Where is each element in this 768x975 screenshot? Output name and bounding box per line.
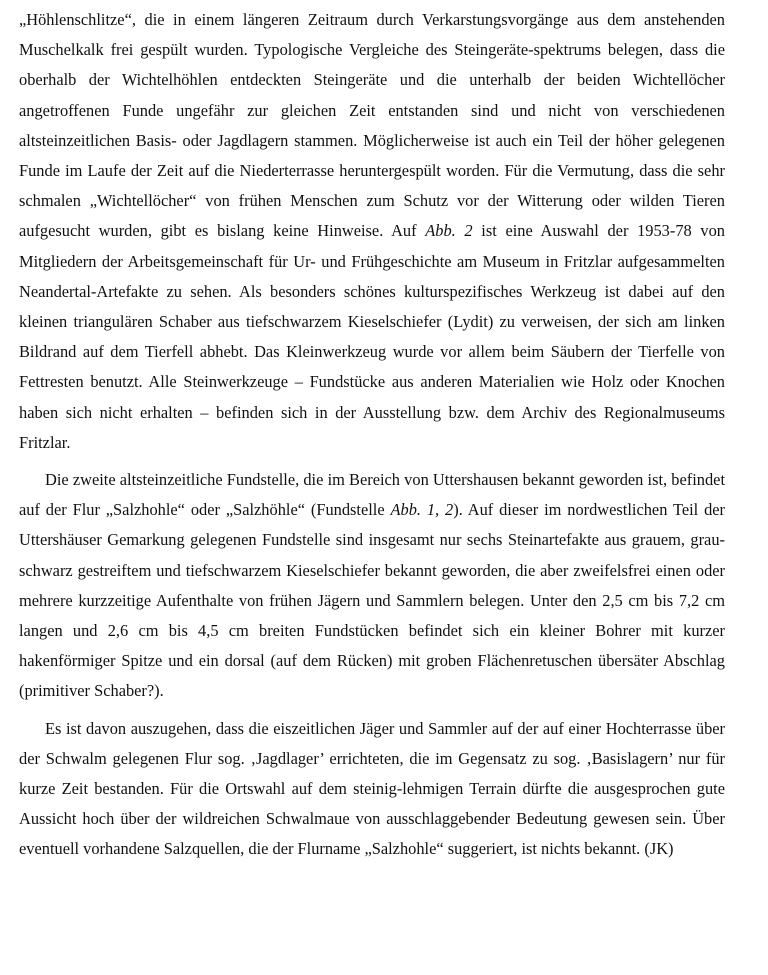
paragraph-text: ). Auf dieser im nordwestlichen Teil der Uttershäuser Gemarkung gelegenen Fundstelle sind insgesamt nur sechs Steinartefakte aus grauem, grau-schwarz gestreiftem und tiefschwarzem Kieselschiefer bekannt geworden, die aber zweifelsfrei einen oder mehrere kurzzeitige Aufenthalte von frühen Jägern und Sammlern belegen. Unter den 2,5 cm bis 7,2 cm langen und 2,6 cm bis 4,5 cm breiten Fundstücken befindet sich ein kleiner Bohrer mit kurzer hakenförmiger Spitze und ein dorsal (auf dem Rücken) mit groben Flächenretuschen übersäter Abschlag (primitiver Schaber?).: [19, 500, 726, 701]
figure-reference-abb-1-2: Abb. 1, 2: [390, 500, 454, 520]
paragraph-wichtelhoehlen-finds: [19, 5, 725, 458]
paragraph-hunting-camp: [19, 714, 725, 865]
document-page: [19, 5, 725, 865]
paragraph-text: „Höhlenschlitze“, die in einem längeren Zeitraum durch Verkarstungsvorgänge aus dem anstehenden Muschelkalk frei gespült wurden. Typologische Vergleiche des Steingeräte-spektrums belegen, dass die oberhalb der Wichtelhöhlen entdeckten Steingeräte und die unterhalb der beiden Wichtellöcher angetroffenen Funde ungefähr zur gleichen Zeit entstanden sind und nicht von verschiedenen altsteinzeitlichen Basis- oder Jagdlagern stammen. Möglicherweise ist auch ein Teil der höher gelegenen Funde im Laufe der Zeit auf die Niederterrasse heruntergespült worden. Für die Vermutung, dass die sehr schmalen „Wichtellöcher“ von frühen Menschen zum Schutz vor der Witterung oder wilden Tieren aufgesucht wurden, gibt es bislang keine Hinweise. Auf: [19, 10, 725, 241]
paragraph-salzhohle-site: [19, 465, 725, 707]
paragraph-text: ist eine Auswahl der 1953-78 von Mitgliedern der Arbeitsgemeinschaft für Ur- und Frühgeschichte am Museum in Fritzlar aufgesammelten Neandertal-Artefakte zu sehen. Als besonders schönes kulturspezifisches Werkzeug ist dabei auf den kleinen triangulären Schaber aus tiefschwarzem Kieselschiefer (Lydit) zu verweisen, der sich am linken Bildrand auf dem Tierfell abhebt. Das Kleinwerkzeug wurde vor allem beim Säubern der Tierfelle von Fettresten benutzt. Alle Steinwerkzeuge – Fundstücke aus anderen Materialien wie Holz oder Knochen haben sich nicht erhalten – befinden sich in der Ausstellung bzw. dem Archiv des Regionalmuseums Fritzlar.: [19, 221, 725, 452]
paragraph-text: Es ist davon auszugehen, dass die eiszeitlichen Jäger und Sammler auf der auf einer Hochterrasse über der Schwalm gelegenen Flur sog. ‚Jagdlager’ errichteten, die im Gegensatz zu sog. ‚Basislagern’ nur für kurze Zeit bestanden. Für die Ortswahl auf dem steinig-lehmigen Terrain dürfte die ausgesprochen gute Aussicht hoch über der wildreichen Schwalmaue von ausschlaggebender Bedeutung gewesen sein. Über eventuell vorhandene Salzquellen, die der Flurname „Salzhohle“ suggeriert, ist nichts bekannt. (JK): [19, 718, 725, 859]
figure-reference-abb-2: Abb. 2: [425, 221, 473, 241]
paragraph-text: Die zweite altsteinzeitliche Fundstelle, die im Bereich von Uttershausen bekannt geworden ist, befindet auf der Flur „Salzhohle“ oder „Salzhöhle“ (Fundstelle: [19, 470, 725, 520]
